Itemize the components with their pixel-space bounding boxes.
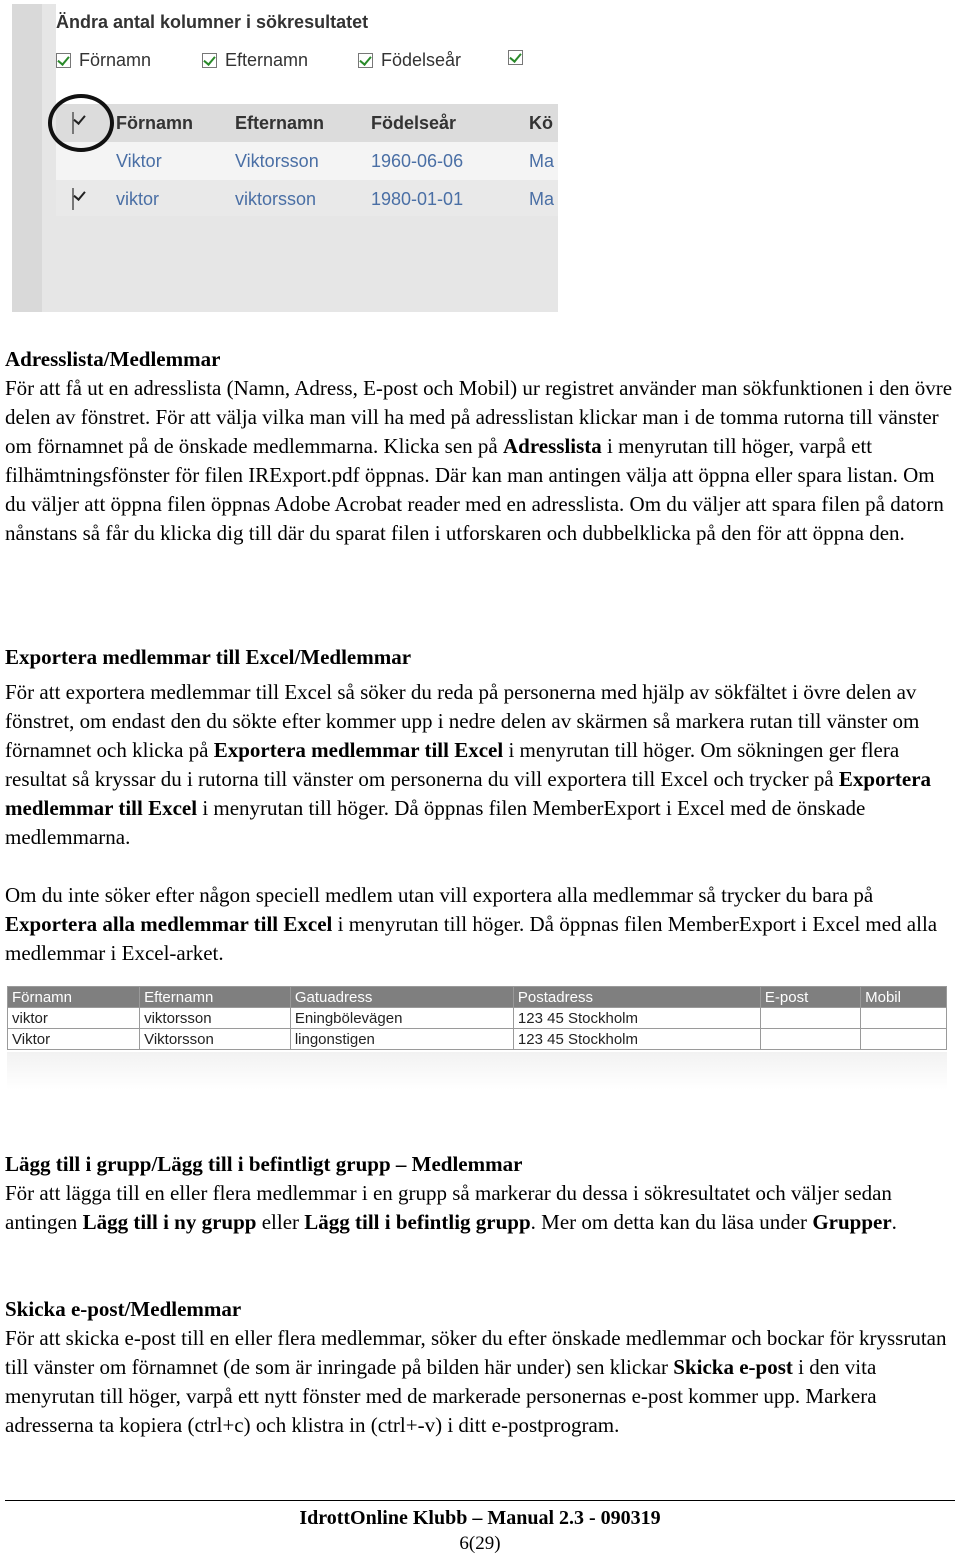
grid-cell-link[interactable]: 1980-01-01 — [371, 188, 464, 209]
grid-row — [56, 142, 558, 180]
section-title: Lägg till i grupp/Lägg till i befintligt grupp – Medlemmar — [5, 1152, 523, 1176]
grid-cell-link[interactable]: Viktorsson — [235, 150, 319, 171]
grid-cell-link[interactable]: viktorsson — [235, 188, 317, 209]
section-body: För att skicka e-post till en eller flera medlemmar, söker du efter önskade medlemmar och bockar för kryssrutan till vänster om förnamnet (de som är inringade på bilden här under) sen klickar Skicka e-post i den vita menyrutan till höger, varpå ett nytt fönster med de markerade personernas e-post kommer upp. Markera adresserna ta kopiera (ctrl+c) och klistra in (ctrl+-v) i ditt e-postprogram. — [5, 1326, 947, 1437]
excel-sheet-background — [7, 1052, 947, 1090]
section-epost — [5, 1295, 960, 1440]
column-option-fornamn[interactable] — [56, 50, 151, 71]
checkbox-icon[interactable] — [56, 53, 71, 68]
highlight-circle — [48, 94, 114, 152]
table-header-cell: Gatuadress — [290, 987, 513, 1008]
column-option-extra[interactable] — [508, 50, 531, 65]
section-body: Om du inte söker efter någon speciell medlem utan vill exportera alla medlemmar så trycker du bara på Exportera alla medlemmar till Excel i menyrutan till höger. Då öppnas filen MemberExport i Excel med alla medlemmar i Excel-arket. — [5, 883, 938, 965]
table-cell — [760, 1029, 860, 1050]
grid-header-row — [56, 104, 558, 142]
grid-cell-link[interactable]: Viktor — [116, 150, 162, 171]
section-body: För att lägga till en eller flera medlemmar i en grupp så markerar du dessa i sökresultatet och väljer sedan antingen Lägg till i ny grupp eller Lägg till i befintlig grupp. Mer om detta kan du läsa under Grupper. — [5, 1181, 897, 1234]
table-header-cell: Förnamn — [8, 987, 140, 1008]
table-cell: 123 45 Stockholm — [513, 1029, 760, 1050]
checkbox-icon[interactable] — [508, 50, 523, 65]
section-body: För att exportera medlemmar till Excel så söker du reda på personerna med hjälp av sökfältet i övre delen av fönstret, om endast den du sökte efter kommer upp i nedre delen av skärmen så markera rutan till vänster om förnamnet och klicka på Exportera medlemmar till Excel i menyrutan till höger. Om sökningen ger flera resultat så kryssar du i rutorna till vänster om personerna du vill exportera till Excel och trycker på Exportera medlemmar till Excel i menyrutan till höger. Då öppnas filen MemberExport i Excel med de önskade medlemmarna. — [5, 680, 932, 849]
section-title: Skicka e-post/Medlemmar — [5, 1297, 242, 1321]
table-header-cell: E-post — [760, 987, 860, 1008]
excel-export-table — [7, 986, 947, 1050]
column-option-efternamn[interactable] — [202, 50, 308, 71]
grid-cell-link[interactable]: 1960-06-06 — [371, 150, 464, 171]
search-results-grid — [56, 104, 558, 216]
table-row — [8, 1008, 947, 1029]
column-option-label: Förnamn — [79, 50, 152, 70]
table-cell: Viktor — [8, 1029, 140, 1050]
table-cell: viktor — [8, 1008, 140, 1029]
grid-row — [56, 180, 558, 216]
table-cell: Viktorsson — [140, 1029, 291, 1050]
section-title: Exportera medlemmar till Excel/Medlemmar — [5, 645, 412, 669]
footer-manual-title: IdrottOnline Klubb – Manual 2.3 - 090319 — [299, 1507, 661, 1529]
table-cell: 123 45 Stockholm — [513, 1008, 760, 1029]
checkbox-icon[interactable] — [358, 53, 373, 68]
grid-cell-link[interactable]: Ma — [529, 188, 555, 209]
column-option-label: Födelseår — [381, 50, 462, 70]
section-adresslista — [5, 345, 960, 548]
column-option-label: Efternamn — [225, 50, 309, 70]
section-body: För att få ut en adresslista (Namn, Adress, E-post och Mobil) ur registret använder man sökfunktionen i den övre delen av fönstret. För att välja vilka man vill ha med på adresslistan klickar man i de tomma rutorna till vänster om förnamnet på de önskade medlemmarna. Klicka sen på Adresslista i menyrutan till höger, varpå ett filhämtningsfönster för filen IRExport.pdf öppnas. Där kan man antingen välja att öppna eller spara listan. Om du väljer att öppna filen öppnas Adobe Acrobat reader med en adresslista. Om du väljer att spara filen på datorn nånstans så får du klicka dig till där du sparat filen i utforskaren och dubbelklicka på den för att öppna den. — [5, 376, 953, 545]
column-option-fodelsear[interactable] — [358, 50, 461, 71]
table-cell: viktorsson — [140, 1008, 291, 1029]
grid-cell-link[interactable]: viktor — [116, 188, 160, 209]
grid-header-cell[interactable]: Efternamn — [235, 112, 325, 133]
table-cell — [861, 1029, 947, 1050]
table-row — [8, 1029, 947, 1050]
grid-header-cell[interactable]: Förnamn — [116, 112, 194, 133]
table-header-cell: Mobil — [861, 987, 947, 1008]
footer-divider — [5, 1500, 955, 1501]
table-cell — [861, 1008, 947, 1029]
table-cell — [760, 1008, 860, 1029]
section-grupp — [5, 1150, 960, 1237]
table-header-cell: Postadress — [513, 987, 760, 1008]
grid-header-cell[interactable]: Kö — [529, 112, 553, 133]
table-header-row — [8, 987, 947, 1008]
table-cell: lingonstigen — [290, 1029, 513, 1050]
footer-page-number: 6(29) — [459, 1533, 501, 1554]
section-excel-export — [5, 643, 960, 968]
table-cell: Eningbölevägen — [290, 1008, 513, 1029]
checkbox-icon[interactable] — [202, 53, 217, 68]
section-title: Adresslista/Medlemmar — [5, 347, 221, 371]
grid-cell-link[interactable]: Ma — [529, 150, 555, 171]
row-checkbox-icon[interactable] — [72, 188, 74, 210]
column-chooser-screenshot — [12, 4, 558, 312]
left-panel-strip — [12, 4, 42, 312]
grid-header-cell[interactable]: Födelseår — [371, 112, 457, 133]
column-chooser-heading: Ändra antal kolumner i sökresultatet — [56, 12, 369, 32]
table-header-cell: Efternamn — [140, 987, 291, 1008]
